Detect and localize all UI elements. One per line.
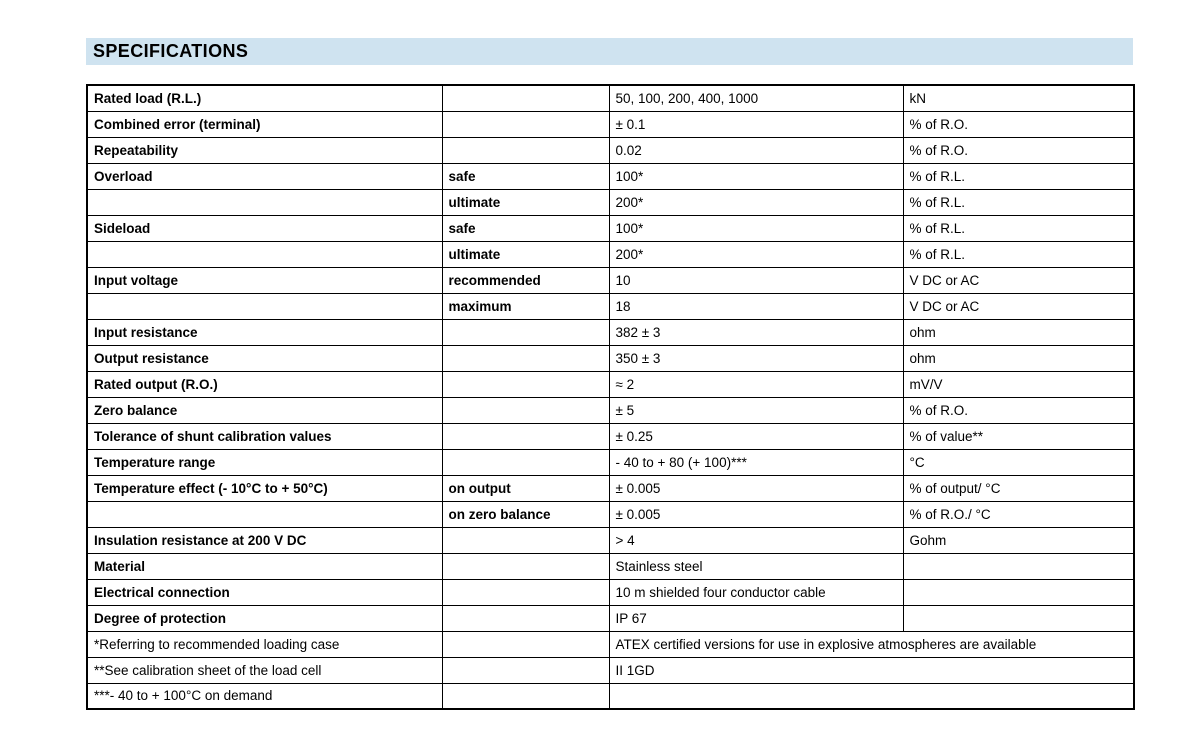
spec-value-cell: 10 m shielded four conductor cable [609,579,903,605]
spec-sub-cell: ultimate [442,189,609,215]
spec-unit-cell: % of output/ °C [903,475,1134,501]
spec-unit-cell: % of R.L. [903,163,1134,189]
spec-parameter-cell: Input voltage [87,267,442,293]
spec-sub-cell [442,449,609,475]
spec-unit-cell: kN [903,85,1134,111]
spec-parameter-cell: Material [87,553,442,579]
spec-unit-cell: % of R.L. [903,215,1134,241]
spec-parameter-cell: Overload [87,163,442,189]
spec-parameter-cell: Insulation resistance at 200 V DC [87,527,442,553]
spec-parameter-cell: Sideload [87,215,442,241]
spec-unit-cell: V DC or AC [903,267,1134,293]
spec-value-cell: - 40 to + 80 (+ 100)*** [609,449,903,475]
spec-value-cell: ± 5 [609,397,903,423]
spec-unit-cell: % of R.L. [903,241,1134,267]
table-row [87,423,1134,449]
footnote-row [87,683,1134,709]
spec-unit-cell: ohm [903,319,1134,345]
table-row [87,579,1134,605]
spec-sub-cell [442,631,609,657]
table-row [87,397,1134,423]
spec-parameter-cell: Zero balance [87,397,442,423]
spec-value-cell: 382 ± 3 [609,319,903,345]
spec-unit-cell: % of R.L. [903,189,1134,215]
spec-parameter-cell: Input resistance [87,319,442,345]
spec-unit-cell [903,605,1134,631]
spec-sub-cell [442,605,609,631]
spec-parameter-cell: Combined error (terminal) [87,111,442,137]
spec-parameter-cell: Temperature effect (- 10°C to + 50°C) [87,475,442,501]
table-row [87,605,1134,631]
spec-unit-cell: Gohm [903,527,1134,553]
spec-sub-cell [442,371,609,397]
spec-parameter-cell: Repeatability [87,137,442,163]
spec-parameter-cell [87,189,442,215]
spec-parameter-cell: Electrical connection [87,579,442,605]
spec-sub-cell: on zero balance [442,501,609,527]
spec-sub-cell [442,579,609,605]
spec-sub-cell: safe [442,215,609,241]
section-title: SPECIFICATIONS [93,41,249,61]
spec-sub-cell [442,527,609,553]
spec-sub-cell [442,683,609,709]
table-row [87,215,1134,241]
spec-value-cell: ± 0.005 [609,475,903,501]
footnote-text-cell: **See calibration sheet of the load cell [87,657,442,683]
spec-sub-cell: safe [442,163,609,189]
spec-parameter-cell: Output resistance [87,345,442,371]
spec-value-cell: 350 ± 3 [609,345,903,371]
spec-sub-cell: maximum [442,293,609,319]
spec-value-cell: 18 [609,293,903,319]
table-row [87,267,1134,293]
footnote-row [87,657,1134,683]
spec-value-cell: 100* [609,215,903,241]
table-row [87,371,1134,397]
table-row [87,449,1134,475]
footnote-text-cell: *Referring to recommended loading case [87,631,442,657]
spec-value-cell: 100* [609,163,903,189]
spec-unit-cell [903,553,1134,579]
spec-value-cell: 200* [609,241,903,267]
table-row [87,319,1134,345]
spec-value-cell: 200* [609,189,903,215]
spec-sub-cell [442,397,609,423]
spec-unit-cell: % of R.O. [903,137,1134,163]
spec-value-cell: 0.02 [609,137,903,163]
spec-sub-cell [442,423,609,449]
table-row [87,241,1134,267]
spec-unit-cell: V DC or AC [903,293,1134,319]
table-row [87,85,1134,111]
spec-value-cell: ± 0.1 [609,111,903,137]
table-row [87,501,1134,527]
spec-parameter-cell: Tolerance of shunt calibration values [87,423,442,449]
specifications-table [86,84,1135,710]
footnote-text-cell: ***- 40 to + 100°C on demand [87,683,442,709]
spec-sub-cell [442,111,609,137]
spec-sub-cell: recommended [442,267,609,293]
spec-sub-cell [442,553,609,579]
spec-sub-cell [442,657,609,683]
spec-parameter-cell: Temperature range [87,449,442,475]
spec-parameter-cell: Rated load (R.L.) [87,85,442,111]
spec-sub-cell: on output [442,475,609,501]
spec-value-cell: 10 [609,267,903,293]
spec-value-cell: IP 67 [609,605,903,631]
spec-value-cell: > 4 [609,527,903,553]
table-row [87,137,1134,163]
table-row [87,553,1134,579]
footnote-value-cell: ATEX certified versions for use in explosive atmospheres are available [609,631,1134,657]
footnote-value-cell [609,683,1134,709]
spec-sub-cell [442,345,609,371]
table-row [87,111,1134,137]
spec-unit-cell: % of value** [903,423,1134,449]
spec-value-cell: ≈ 2 [609,371,903,397]
spec-value-cell: 50, 100, 200, 400, 1000 [609,85,903,111]
spec-value-cell: Stainless steel [609,553,903,579]
footnote-row [87,631,1134,657]
spec-sub-cell: ultimate [442,241,609,267]
spec-unit-cell: % of R.O./ °C [903,501,1134,527]
spec-sub-cell [442,137,609,163]
table-row [87,475,1134,501]
spec-unit-cell: mV/V [903,371,1134,397]
footnote-value-cell: II 1GD [609,657,1134,683]
spec-unit-cell: ohm [903,345,1134,371]
spec-parameter-cell: Rated output (R.O.) [87,371,442,397]
spec-parameter-cell [87,293,442,319]
table-row [87,293,1134,319]
table-row [87,527,1134,553]
table-row [87,189,1134,215]
spec-parameter-cell: Degree of protection [87,605,442,631]
spec-unit-cell: °C [903,449,1134,475]
spec-value-cell: ± 0.25 [609,423,903,449]
spec-parameter-cell [87,241,442,267]
spec-sub-cell [442,319,609,345]
section-header-bar [86,38,1133,65]
spec-unit-cell: % of R.O. [903,111,1134,137]
table-row [87,163,1134,189]
spec-value-cell: ± 0.005 [609,501,903,527]
spec-unit-cell [903,579,1134,605]
spec-parameter-cell [87,501,442,527]
spec-unit-cell: % of R.O. [903,397,1134,423]
spec-sub-cell [442,85,609,111]
table-row [87,345,1134,371]
